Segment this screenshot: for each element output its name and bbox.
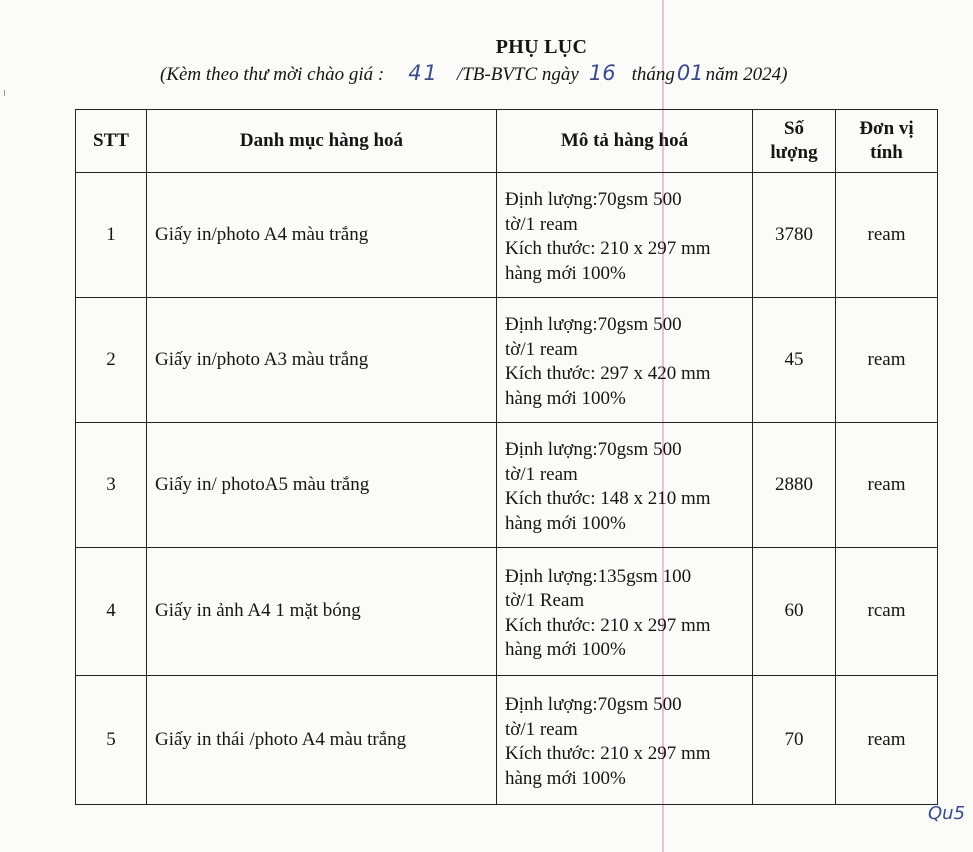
goods-table <box>75 109 938 805</box>
handwritten-number: 41 <box>408 61 439 85</box>
table-row <box>76 423 938 548</box>
header-qty <box>753 110 836 173</box>
cell-stt: 2 <box>76 298 147 423</box>
cell-name: Giấy in thái /photo A4 màu trắng <box>147 676 497 805</box>
desc-line: Kích thước: 148 x 210 mm <box>505 488 711 509</box>
cell-name: Giấy in/ photoA5 màu trắng <box>147 423 497 548</box>
subtitle-prefix: (Kèm theo thư mời chào giá : <box>160 64 385 85</box>
desc-line: Định lượng:70gsm 500 <box>505 189 682 210</box>
handwritten-month: 01 <box>676 61 704 85</box>
cell-desc <box>497 173 753 298</box>
subtitle-suffix: năm 2024) <box>705 64 788 85</box>
header-stt: STT <box>76 110 147 173</box>
cell-name: Giấy in ảnh A4 1 mặt bóng <box>147 548 497 676</box>
desc-line: tờ/1 ream <box>505 718 578 740</box>
table-row <box>76 548 938 676</box>
scan-mark <box>4 90 5 96</box>
cell-qty: 2880 <box>753 423 836 548</box>
header-desc: Mô tả hàng hoá <box>497 110 753 173</box>
cell-stt: 5 <box>76 676 147 805</box>
header-unit-line2: tính <box>870 142 903 163</box>
cell-stt: 3 <box>76 423 147 548</box>
desc-line: tờ/1 Ream <box>505 590 585 611</box>
cell-desc <box>497 423 753 548</box>
desc-line: Định lượng:70gsm 500 <box>505 694 682 715</box>
cell-desc <box>497 298 753 423</box>
header-name: Danh mục hàng hoá <box>147 110 497 173</box>
cell-unit: ream <box>836 676 938 805</box>
cell-unit: ream <box>836 298 938 423</box>
cell-qty: 70 <box>753 676 836 805</box>
table-header-row <box>76 110 938 173</box>
cell-qty: 60 <box>753 548 836 676</box>
table-row <box>76 676 938 805</box>
desc-line: hàng mới 100% <box>505 387 626 409</box>
cell-stt: 1 <box>76 173 147 298</box>
handwritten-margin-note: Qu5 <box>928 803 966 824</box>
desc-line: Kích thước: 297 x 420 mm <box>505 363 711 384</box>
table-row <box>76 298 938 423</box>
cell-unit: rcam <box>836 548 938 676</box>
cell-name: Giấy in/photo A3 màu trắng <box>147 298 497 423</box>
desc-line: Kích thước: 210 x 297 mm <box>505 743 711 764</box>
cell-desc <box>497 548 753 676</box>
cell-qty: 3780 <box>753 173 836 298</box>
desc-line: hàng mới 100% <box>505 262 626 284</box>
document-subtitle <box>160 61 787 86</box>
cell-qty: 45 <box>753 298 836 423</box>
table-row <box>76 173 938 298</box>
header-unit-line1: Đơn vị <box>859 118 914 139</box>
desc-line: hàng mới 100% <box>505 767 626 789</box>
desc-line: hàng mới 100% <box>505 639 626 660</box>
desc-line: Kích thước: 210 x 297 mm <box>505 238 711 259</box>
cell-name: Giấy in/photo A4 màu trắng <box>147 173 497 298</box>
desc-line: Kích thước: 210 x 297 mm <box>505 614 711 636</box>
cell-desc <box>497 676 753 805</box>
desc-line: tờ/1 ream <box>505 338 578 360</box>
cell-unit: ream <box>836 173 938 298</box>
header-qty-line1: Số <box>783 118 805 139</box>
desc-line: Định lượng:70gsm 500 <box>505 439 682 460</box>
cell-stt: 4 <box>76 548 147 676</box>
desc-line: tờ/1 ream <box>505 213 578 235</box>
subtitle-month-label: tháng <box>631 64 675 85</box>
desc-line: tờ/1 ream <box>505 463 578 485</box>
cell-unit: ream <box>836 423 938 548</box>
header-unit <box>836 110 938 173</box>
document-title: PHỤ LỤC <box>495 36 588 58</box>
subtitle-mid: /TB-BVTC ngày <box>456 64 579 85</box>
desc-line: Định lượng:70gsm 500 <box>505 314 682 335</box>
header-qty-line2: lượng <box>770 142 818 163</box>
handwritten-day: 16 <box>588 61 616 85</box>
desc-line: Định lượng:135gsm 100 <box>505 565 692 587</box>
desc-line: hàng mới 100% <box>505 512 626 534</box>
